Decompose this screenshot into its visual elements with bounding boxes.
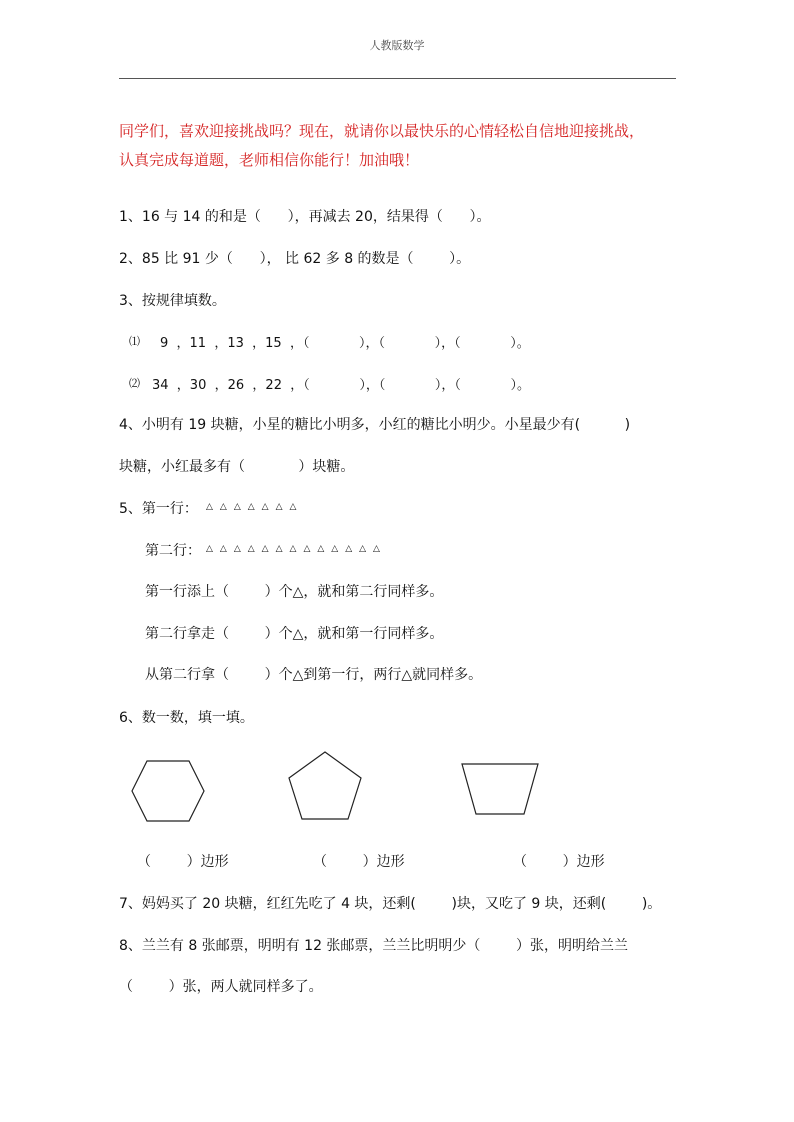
question-3b: 34 ，30 ，26 ，22 ，（ ），（ ），（ ）。 bbox=[152, 378, 530, 393]
question-6: 6、数一数，填一填。 bbox=[119, 710, 254, 726]
question-5-row-2-triangles: △△△△△△△△△△△△△ bbox=[206, 544, 387, 554]
page-header: 人教版数学 bbox=[369, 39, 425, 52]
question-3: 3、按规律填数。 bbox=[119, 293, 226, 309]
pentagon-shape bbox=[287, 750, 363, 822]
intro-line-2: 认真完成每道题，老师相信你能行！加油哦！ bbox=[119, 151, 420, 169]
question-8-line-1: 8、兰兰有 8 张邮票，明明有 12 张邮票，兰兰比明明少（ ）张，明明给兰兰 bbox=[119, 938, 629, 954]
question-3a-label: ⑴ bbox=[129, 335, 140, 348]
question-5-row-1-label: 5、第一行： bbox=[119, 501, 198, 517]
question-2: 2、85 比 91 少（ ）， 比 62 多 8 的数是（ ）。 bbox=[119, 251, 471, 267]
pentagon-answer-blank: （ ）边形 bbox=[313, 854, 405, 870]
question-4-line-1: 4、小明有 19 块糖，小星的糖比小明多，小红的糖比小明少。小星最少有( ) bbox=[119, 417, 631, 433]
trapezoid-answer-blank: （ ）边形 bbox=[513, 854, 605, 870]
hexagon-shape bbox=[130, 760, 206, 822]
header-divider bbox=[119, 78, 676, 79]
trapezoid-shape bbox=[460, 762, 540, 816]
question-1: 1、16 与 14 的和是（ ），再减去 20，结果得（ ）。 bbox=[119, 209, 491, 225]
hexagon-answer-blank: （ ）边形 bbox=[137, 854, 229, 870]
question-3b-label: ⑵ bbox=[129, 377, 140, 390]
question-5c: 从第二行拿（ ）个△到第一行，两行△就同样多。 bbox=[145, 667, 483, 683]
question-4-line-2: 块糖，小红最多有（ ）块糖。 bbox=[119, 459, 355, 475]
question-5-row-1-triangles: △△△△△△△ bbox=[206, 502, 304, 512]
question-5b: 第二行拿走（ ）个△，就和第一行同样多。 bbox=[145, 626, 444, 642]
question-5a: 第一行添上（ ）个△，就和第二行同样多。 bbox=[145, 584, 444, 600]
question-5-row-2-label: 第二行： bbox=[145, 543, 201, 559]
intro-line-1: 同学们，喜欢迎接挑战吗？现在，就请你以最快乐的心情轻松自信地迎接挑战， bbox=[119, 122, 645, 140]
question-8-line-2: （ ）张，两人就同样多了。 bbox=[119, 979, 323, 995]
question-3a: 9 ，11 ，13 ，15 ，（ ），（ ），（ ）。 bbox=[160, 336, 530, 351]
question-7: 7、妈妈买了 20 块糖，红红先吃了 4 块，还剩( )块，又吃了 9 块，还剩( )。 bbox=[119, 896, 662, 912]
